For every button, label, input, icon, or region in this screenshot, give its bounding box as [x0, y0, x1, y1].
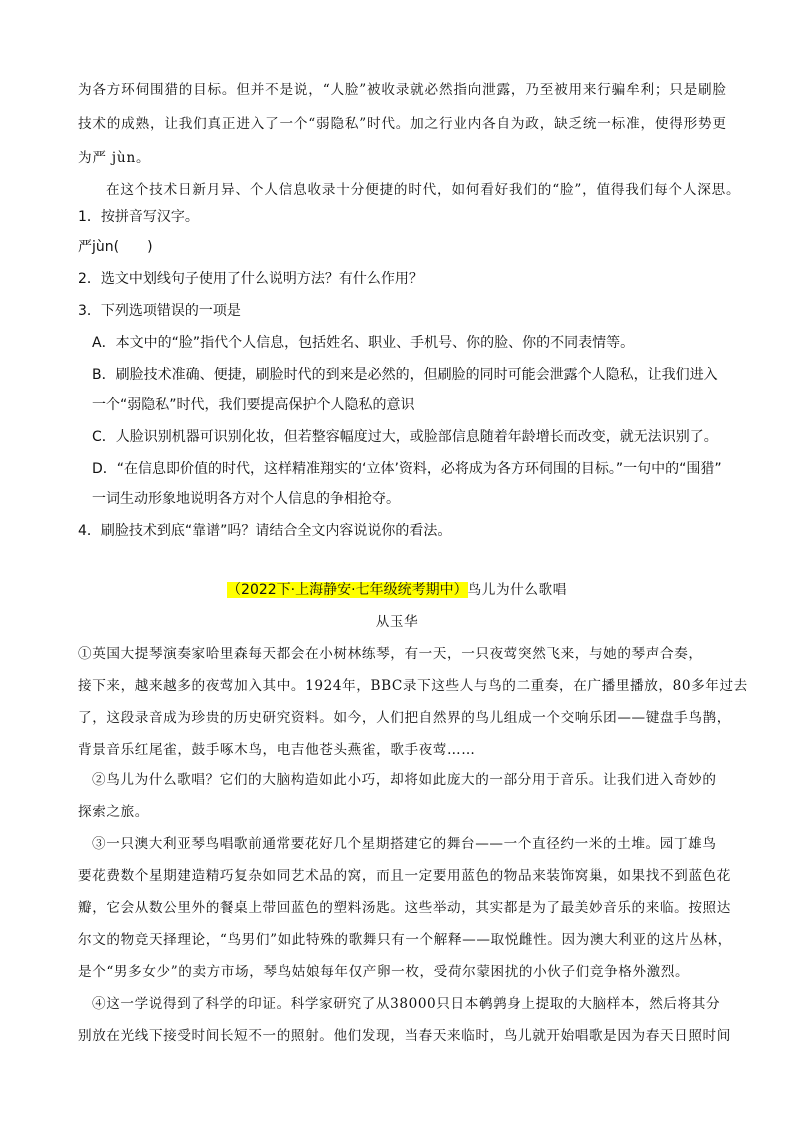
question-4: 4．刷脸技术到底“靠谱”吗？请结合全文内容说说你的看法。 — [78, 523, 452, 539]
article-line: 接下来，越来越多的夜莺加入其中。1924年，BBC录下这些人与鸟的二重奏，在广播里播放，80多年过去 — [78, 678, 748, 694]
question-1-blank: 严jùn( ) — [78, 239, 153, 255]
option-b: B．刷脸技术准确、便捷，刷脸时代的到来是必然的，但刷脸的同时可能会泄露个人隐私，让我们进入 — [92, 367, 718, 383]
option-b-cont: 一个“弱隐私”时代，我们要提高保护个人隐私的意识 — [92, 397, 415, 413]
article-line: 是个“男多女少”的卖方市场，琴鸟姑娘每年仅产卵一枚，受荷尔蒙困扰的小伙子们竞争格外激烈。 — [78, 964, 690, 980]
passage-line: 技术的成熟，让我们真正进入了一个“弱隐私”时代。加之行业内各自为政，缺乏统一标准，使得形势更 — [78, 116, 727, 132]
source-highlight: （2022下·上海静安·七年级统考期中） — [227, 582, 468, 598]
option-d-cont: 一词生动形象地说明各方对个人信息的争相抢夺。 — [92, 491, 400, 507]
article-title: 鸟儿为什么歌唱 — [467, 582, 567, 598]
article-line: ①英国大提琴演奏家哈里森每天都会在小树林练琴，有一天，一只夜莺突然飞来，与她的琴声合奏， — [78, 646, 703, 662]
option-d: D．“在信息即价值的时代，这样精准翔实的‘立体’资料，必将成为各方环伺围的目标。”一句中的“围猎” — [92, 461, 722, 477]
article-line: 瓣，它会从数公里外的餐桌上带回蓝色的塑料汤匙。这些举动，其实都是为了最美妙音乐的来临。按照达 — [78, 900, 731, 916]
passage-line: 在这个技术日新月异、个人信息收录十分便捷的时代，如何看好我们的“脸”，值得我们每个人深思。 — [106, 182, 741, 198]
question-2: 2．选文中划线句子使用了什么说明方法？有什么作用？ — [78, 271, 423, 287]
article-line: ④这一学说得到了科学的印证。科学家研究了从38000只日本鹌鹑身上提取的大脑样本，然后将其分 — [92, 996, 721, 1012]
article-line: ③一只澳大利亚琴鸟唱歌前通常要花好几个星期搭建它的舞台——一个直径约一米的土堆。园丁雄鸟 — [92, 836, 717, 852]
passage-line: 为各方环伺围猎的目标。但并不是说，“人脸”被收录就必然指向泄露，乃至被用来行骗牟利；只是刷脸 — [78, 82, 727, 98]
option-a: A．本文中的“脸”指代个人信息，包括姓名、职业、手机号、你的脸、你的不同表情等。 — [92, 335, 635, 351]
article-line: 尔文的物竞天择理论，“鸟男们”如此特殊的歌舞只有一个解释——取悦雌性。因为澳大利亚的这片丛林， — [78, 932, 732, 948]
article-heading — [0, 580, 794, 600]
article-line: 了，这段录音成为珍贵的历史研究资料。如今，人们把自然界的鸟儿组成一个交响乐团——键盘手鸟鹊， — [78, 710, 731, 726]
article-line: 背景音乐红尾雀，鼓手啄木鸟，电吉他苍头燕雀，歌手夜莺…… — [78, 742, 476, 758]
article-line: 要花费数个星期建造精巧复杂如同艺术品的窝，而且一定要用蓝色的物品来装饰窝巢，如果找不到蓝色花 — [78, 868, 731, 884]
article-line: 别放在光线下接受时间长短不一的照射。他们发现，当春天来临时，鸟儿就开始唱歌是因为春天日照时间 — [78, 1028, 731, 1044]
article-line: 探索之旅。 — [78, 804, 149, 820]
question-1: 1．按拼音写汉字。 — [78, 209, 199, 225]
passage-line: 为严 jùn。 — [78, 150, 151, 166]
option-c: C．人脸识别机器可识别化妆，但若整容幅度过大，或脸部信息随着年龄增长而改变，就无法识别了。 — [92, 429, 718, 445]
article-line: ②鸟儿为什么歌唱？它们的大脑构造如此小巧，却将如此庞大的一部分用于音乐。让我们进入奇妙的 — [92, 772, 717, 788]
question-3: 3．下列选项错误的一项是 — [78, 303, 241, 319]
article-author: 从玉华 — [375, 614, 419, 630]
